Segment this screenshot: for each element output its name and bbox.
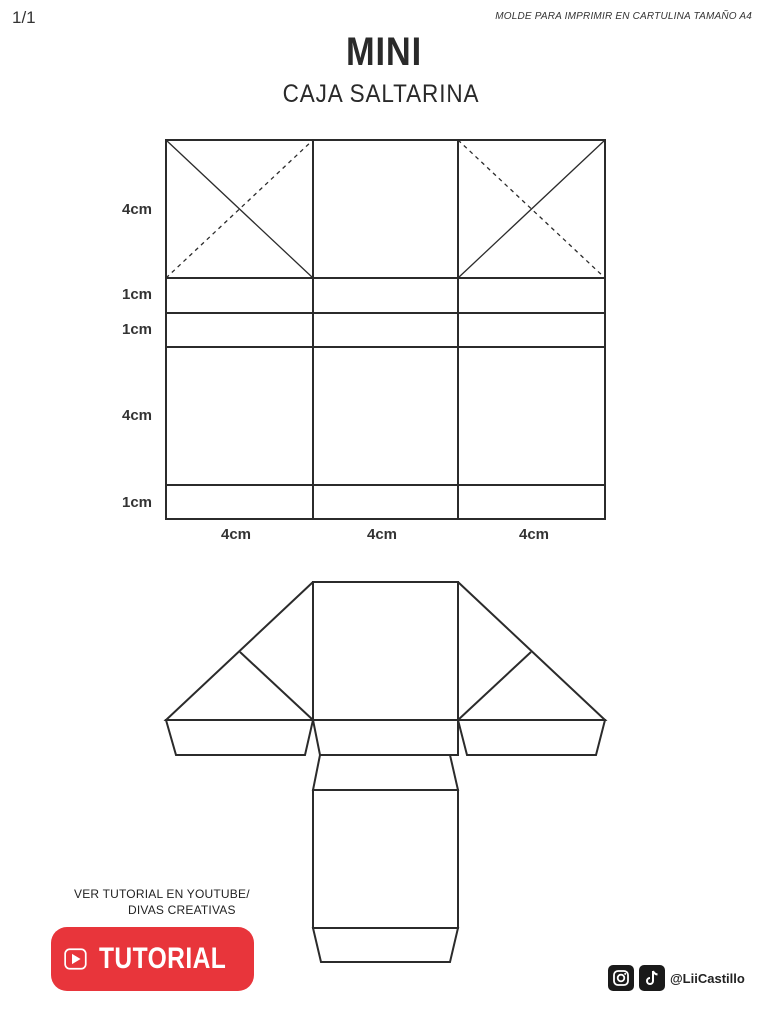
tiktok-icon[interactable]: [639, 965, 665, 991]
row-label: 1cm: [122, 494, 153, 511]
tutorial-note-line1: VER TUTORIAL EN YOUTUBE/: [74, 887, 250, 901]
column-label: 4cm: [221, 526, 252, 543]
bottom-square: [313, 790, 458, 928]
row-label: 4cm: [122, 407, 153, 424]
tutorial-note: [74, 886, 250, 918]
tutorial-button[interactable]: [51, 927, 254, 991]
row-label: 1cm: [122, 321, 153, 338]
print-note: MOLDE PARA IMPRIMIR EN CARTULINA TAMAÑO A4: [495, 11, 752, 22]
play-icon: [64, 940, 87, 978]
fold-line: [240, 652, 313, 720]
center-square: [313, 582, 458, 720]
social-links: [608, 965, 745, 991]
instagram-icon[interactable]: [608, 965, 634, 991]
page-subtitle: CAJA SALTARINA: [282, 80, 480, 108]
right-flap: [458, 720, 605, 755]
page-counter: 1/1: [12, 8, 36, 27]
center-connector: [313, 755, 458, 790]
bottom-flap: [313, 928, 458, 962]
social-handle[interactable]: @LiiCastillo: [670, 970, 745, 986]
upper-template-outline: [166, 140, 605, 519]
tutorial-button-label: TUTORIAL: [98, 942, 227, 975]
left-flap: [166, 720, 313, 755]
upper-template: [166, 140, 605, 519]
row-label: 4cm: [122, 201, 153, 218]
tutorial-note-line2: DIVAS CREATIVAS: [128, 903, 236, 917]
row-label: 1cm: [122, 286, 153, 303]
page-title: MINI: [345, 30, 423, 74]
fold-line: [458, 652, 531, 720]
center-strip: [313, 720, 458, 755]
column-label: 4cm: [519, 526, 550, 543]
column-label: 4cm: [367, 526, 398, 543]
